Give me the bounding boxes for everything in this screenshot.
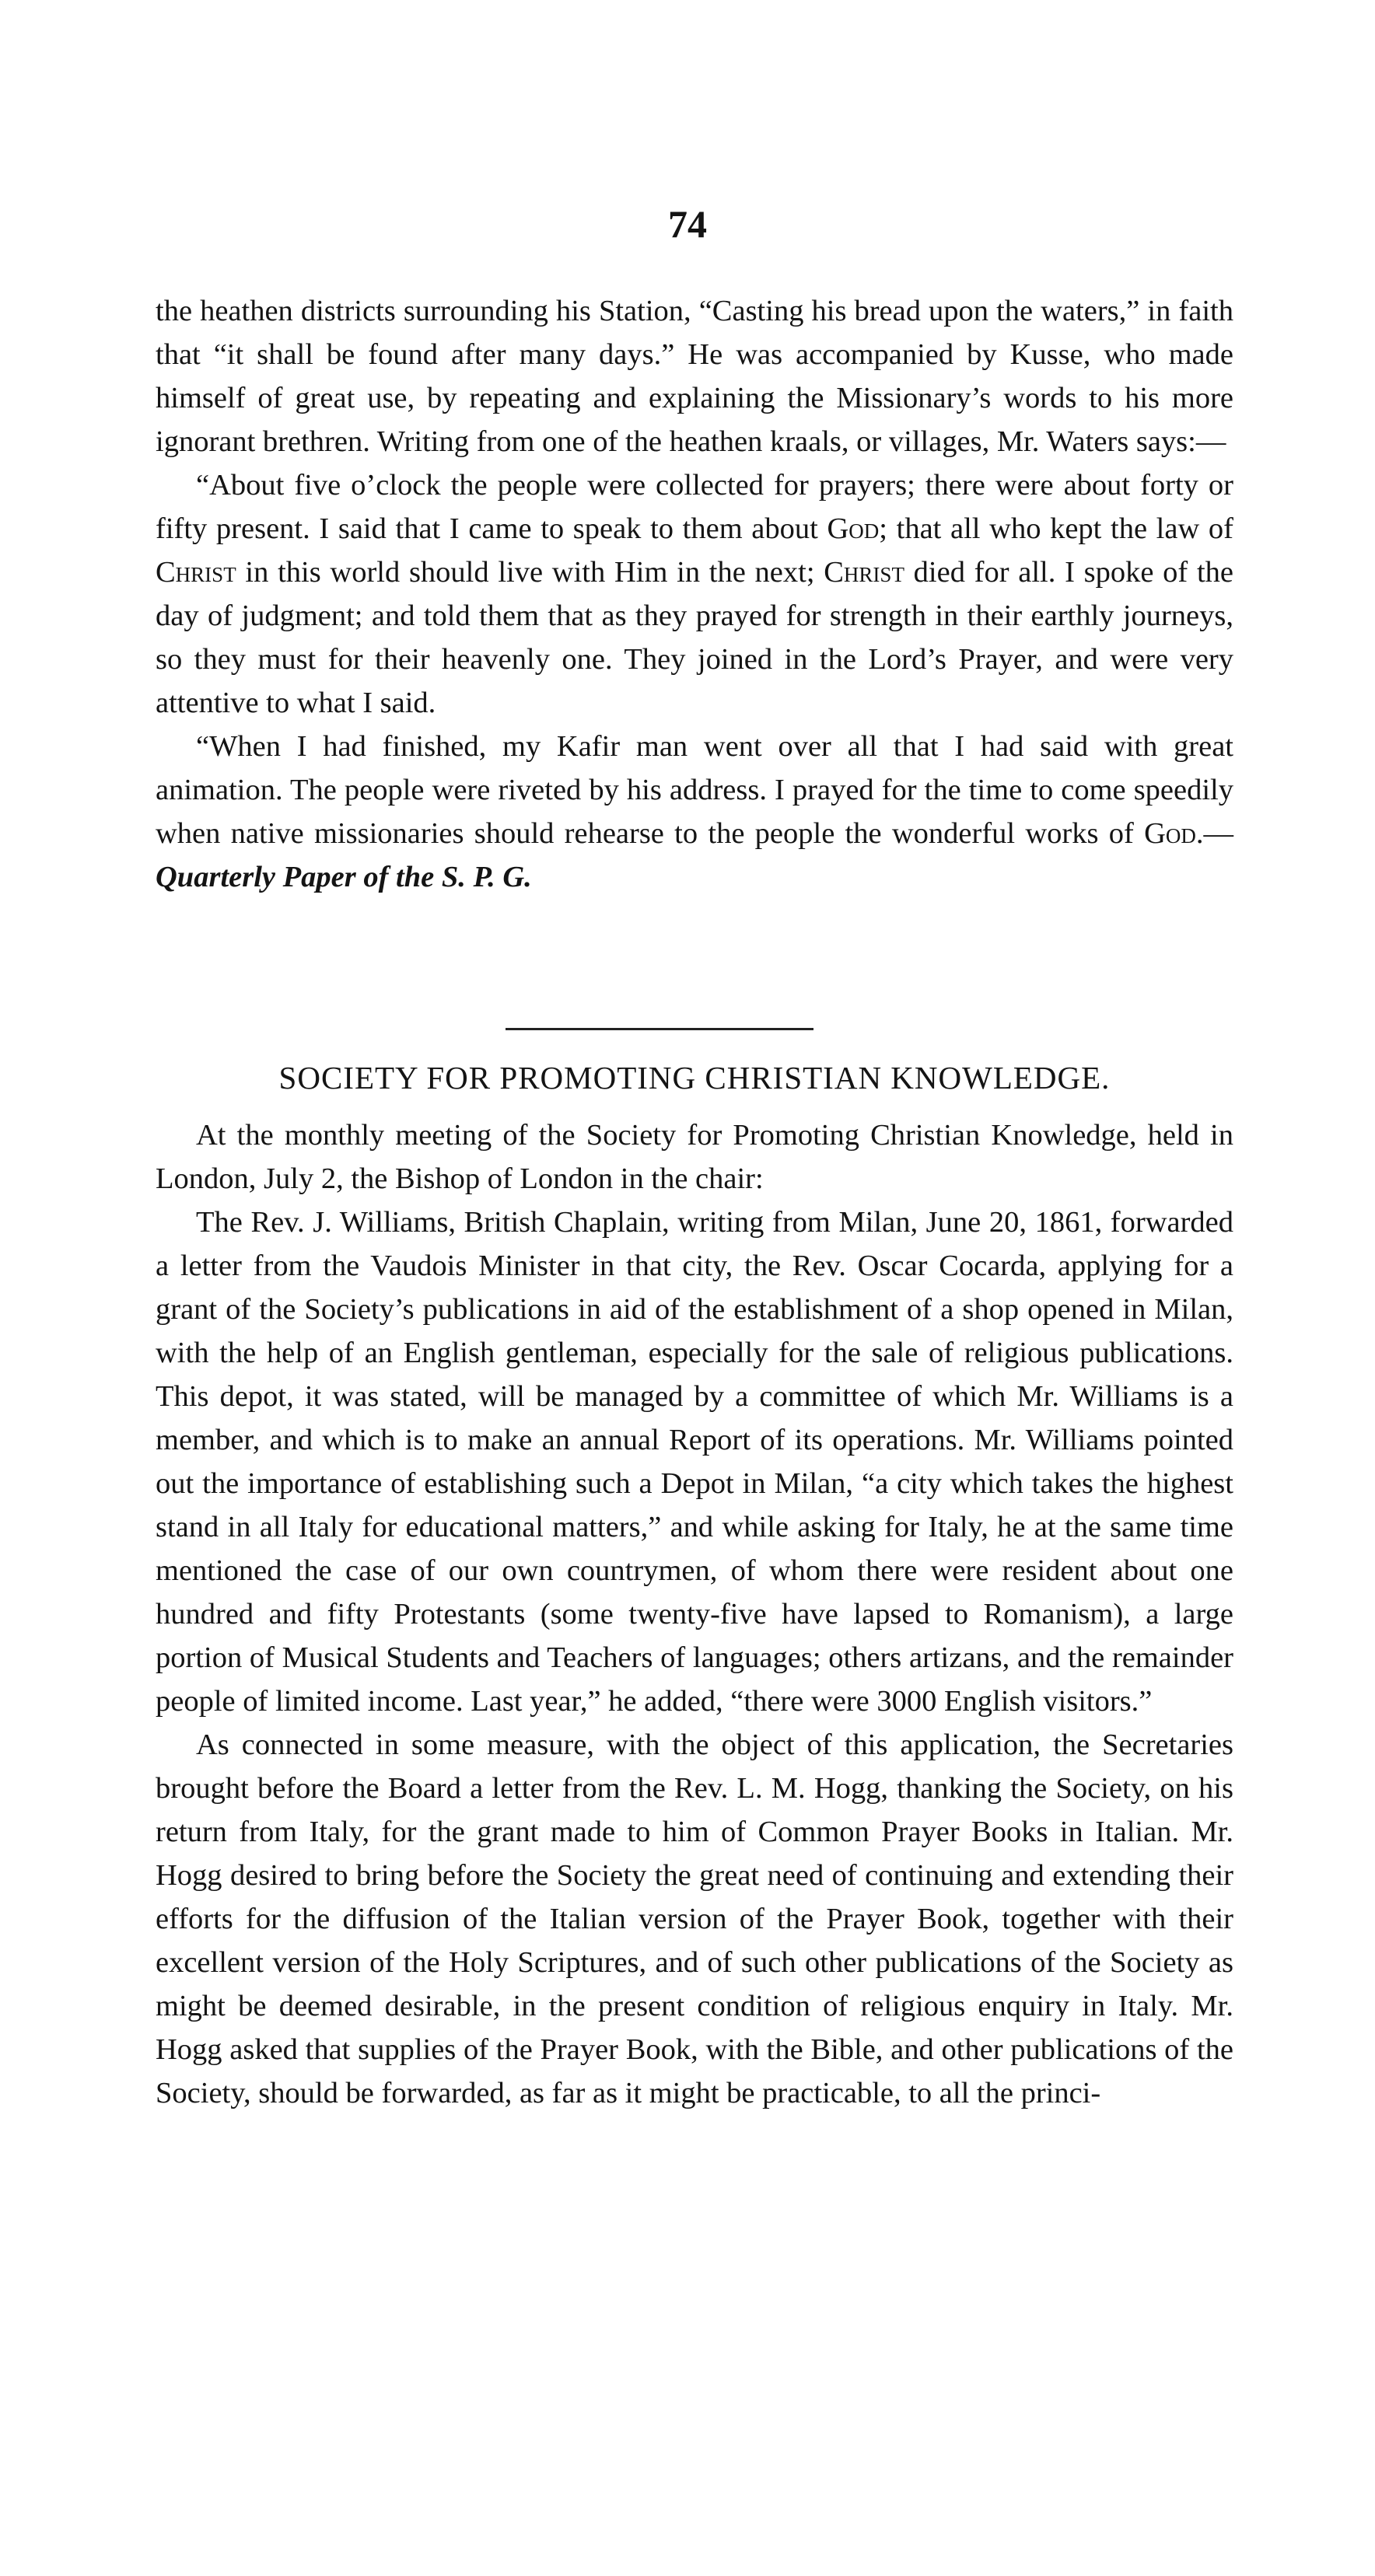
source-citation: Quarterly Paper of the S. P. G. — [156, 861, 532, 893]
paragraph-kafir-man-quote — [156, 725, 1233, 899]
section-divider — [506, 1028, 813, 1030]
divine-name: Christ — [156, 556, 236, 589]
page-number: 74 — [668, 202, 707, 246]
divine-name: God — [827, 512, 880, 545]
missionary-report-text — [156, 289, 1233, 899]
divine-name: Christ — [824, 556, 904, 589]
section-heading: SOCIETY FOR PROMOTING CHRISTIAN KNOWLEDGE. — [278, 1060, 1111, 1096]
quote-text-2: ; that all who kept the law of — [879, 512, 1233, 545]
quote-text-1: “When I had finished, my Kafir man went over all that I had said with great animation. The people were riveted by his address. I prayed for the time to come speedily when native missionaries should rehearse to the people the wonderful works of — [156, 730, 1233, 850]
paragraph-hogg-letter: As connected in some measure, with the object of this application, the Secretaries brought before the Board a letter from the Rev. L. M. Hogg, thanking the Society, on his return from Italy, for the grant made to him of Common Prayer Books in Italian. Mr. Hogg desired to bring before the Society the great need of continuing and extending their efforts for the diffusion of the Italian version of the Prayer Book, together with their excellent version of the Holy Scriptures, and of such other publications of the Society as might be deemed desirable, in the present condition of religious enquiry in Italy. Mr. Hogg asked that supplies of the Prayer Book, with the Bible, and other publications of the Society, should be forwarded, as far as it might be practicable, to all the princi- — [156, 1728, 1233, 2109]
quote-text-2: .— — [1195, 817, 1233, 850]
paragraph-monthly-meeting: At the monthly meeting of the Society for Promoting Christian Knowledge, held in London, July 2, the Bishop of London in the chair: — [156, 1119, 1233, 1195]
paragraph-prayers-quote — [156, 463, 1233, 725]
spck-report-text — [156, 1113, 1233, 2115]
paragraph-heathen-districts: the heathen districts surrounding his Station, “Casting his bread upon the waters,” in faith that “it shall be found after many days.” He was accompanied by Kusse, who made himself of great use, by repeating and explaining the Missionary’s words to his more ignorant brethren. Writing from one of the heathen kraals, or villages, Mr. Waters says:— — [156, 295, 1233, 458]
quote-text-1: “About five o’clock the people were collected for prayers; there were about forty or fifty present. I said that I came to speak to them about — [156, 469, 1233, 545]
paragraph-williams-letter: The Rev. J. Williams, British Chaplain, writing from Milan, June 20, 1861, forwarded a letter from the Vaudois Minister in that city, the Rev. Oscar Cocarda, applying for a grant of the Society’s publications in aid of the establishment of a shop opened in Milan, with the help of an English gentleman, especially for the sale of religious publications. This depot, it was stated, will be managed by a committee of which Mr. Williams is a member, and which is to make an annual Report of its operations. Mr. Williams pointed out the importance of establishing such a Depot in Milan, “a city which takes the highest stand in all Italy for educational matters,” and while asking for Italy, he at the same time mentioned the case of our own countrymen, of whom there were resident about one hundred and fifty Protestants (some twenty-five have lapsed to Romanism), a large portion of Musical Students and Teachers of languages; others artizans, and the remainder people of limited income. Last year,” he added, “there were 3000 English visitors.” — [156, 1206, 1233, 1718]
quote-text-3: in this world should live with Him in the next; — [236, 556, 824, 589]
divine-name: God — [1144, 817, 1196, 850]
quote-text-4: died for all. I spoke of the day of judgment; and told them that as they prayed for strength in their earthly journeys, so they must for their heavenly one. They joined in the Lord’s Prayer, and were very attentive to what I said. — [156, 556, 1233, 719]
